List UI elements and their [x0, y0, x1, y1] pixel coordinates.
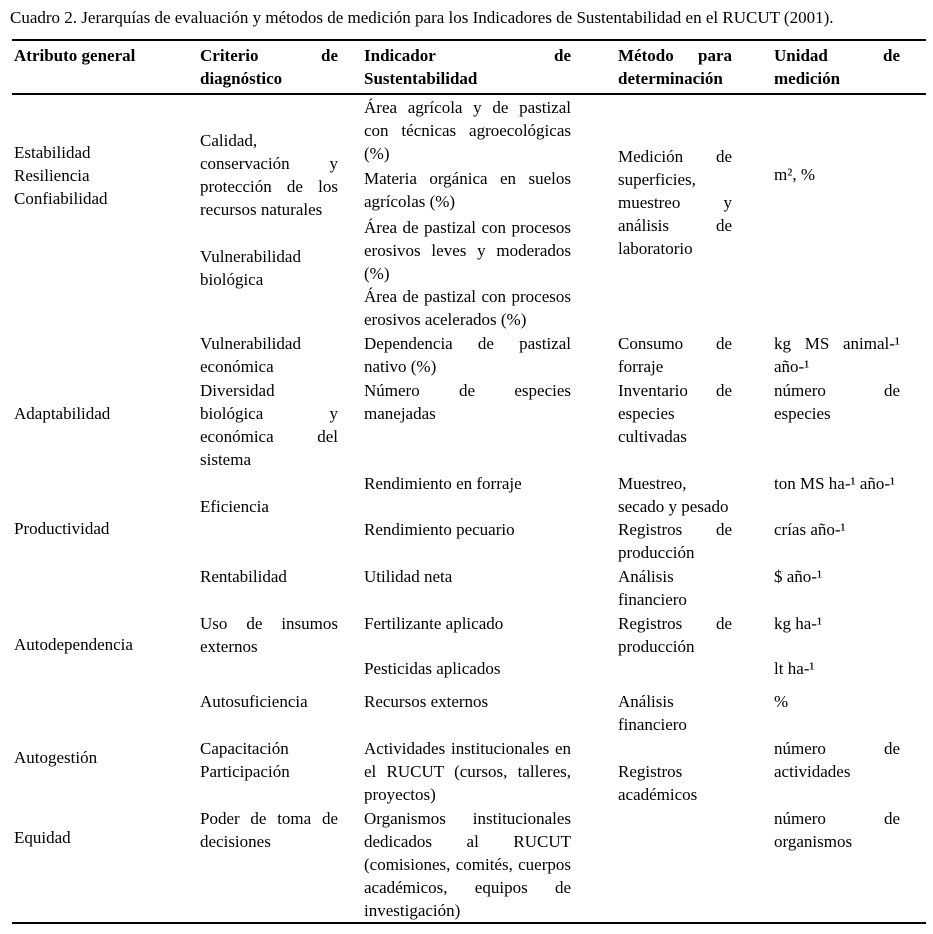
column-header-0: Atributo general	[12, 40, 198, 94]
cell-3-0	[12, 471, 198, 564]
cell-paragraph: Eficiencia	[200, 497, 269, 516]
cell-7-3	[616, 736, 772, 806]
cell-paragraph: Medición de superficies, muestreo y análisis de laboratorio	[618, 147, 732, 258]
table-row-2	[12, 378, 926, 471]
cell-paragraph: lt ha-¹	[774, 659, 815, 678]
cell-paragraph: Autosuficiencia	[200, 692, 308, 711]
table-row-3	[12, 471, 926, 564]
cell-paragraph: crías año-¹	[774, 520, 846, 539]
cell-8-1	[198, 806, 362, 923]
cell-8-2	[362, 806, 616, 923]
table-row-1	[12, 331, 926, 378]
cell-paragraph: Poder de toma de decisiones	[200, 809, 338, 851]
cell-3-3	[616, 471, 772, 564]
cell-2-4	[772, 378, 926, 471]
cell-3-4	[772, 471, 926, 564]
cell-1-0	[12, 331, 198, 378]
cell-paragraph: Calidad, conservación y protección de los recursos naturales	[200, 131, 338, 219]
cell-paragraph: Área de pastizal con procesos erosivos leves y moderados (%)	[364, 218, 571, 283]
cell-paragraph: %	[774, 692, 789, 711]
header-row	[12, 40, 926, 94]
cell-paragraph: m², %	[774, 165, 815, 184]
cell-paragraph: Rentabilidad	[200, 567, 287, 586]
cell-6-3	[616, 689, 772, 736]
cell-paragraph: Uso de insumos externos	[200, 614, 338, 656]
cell-paragraph: Registros de producción	[618, 614, 732, 656]
table-row-5	[12, 611, 926, 689]
cell-6-4	[772, 689, 926, 736]
cell-2-0	[12, 378, 198, 471]
cell-0-2	[362, 94, 616, 331]
cell-paragraph: Área de pastizal con procesos erosivos acelerados (%)	[364, 287, 571, 329]
cell-4-0	[12, 564, 198, 611]
cell-paragraph: Análisis financiero	[618, 692, 687, 734]
cell-4-4	[772, 564, 926, 611]
cell-paragraph: ton MS ha-¹ año-¹	[774, 474, 896, 493]
column-header-3: Método para determinación	[616, 40, 772, 94]
cell-paragraph: Actividades institucionales en el RUCUT (cursos, talleres, proyectos)	[364, 739, 571, 804]
cell-paragraph: Utilidad neta	[364, 567, 453, 586]
cell-paragraph: Número de especies manejadas	[364, 381, 571, 423]
cell-5-4	[772, 611, 926, 689]
cell-paragraph: Fertilizante aplicado	[364, 614, 504, 633]
cell-8-0	[12, 806, 198, 923]
cell-paragraph: Estabilidad	[14, 143, 91, 162]
cell-1-4	[772, 331, 926, 378]
cell-3-2	[362, 471, 616, 564]
cell-paragraph: Materia orgánica en suelos agrícolas (%)	[364, 169, 571, 211]
cell-4-3	[616, 564, 772, 611]
cell-paragraph: Equidad	[14, 828, 71, 847]
cell-paragraph: Autogestión	[14, 748, 98, 767]
cell-paragraph: Rendimiento en forraje	[364, 474, 522, 493]
cell-paragraph: Capacitación	[200, 739, 289, 758]
cell-4-1	[198, 564, 362, 611]
cell-paragraph: Registros académicos	[618, 762, 698, 804]
cell-3-1	[198, 471, 362, 564]
cell-paragraph: Dependencia de pastizal nativo (%)	[364, 334, 571, 376]
cell-8-3	[616, 806, 772, 923]
cell-paragraph: Consumo de forraje	[618, 334, 732, 376]
cell-6-0	[12, 689, 198, 736]
cell-2-3	[616, 378, 772, 471]
table-row-6	[12, 689, 926, 736]
cell-paragraph: Muestreo, secado y pesado	[618, 474, 729, 516]
cell-0-0	[12, 94, 198, 331]
cell-7-4	[772, 736, 926, 806]
cell-paragraph: número de organismos	[774, 809, 900, 851]
cell-6-1	[198, 689, 362, 736]
cell-5-3	[616, 611, 772, 689]
cell-7-0	[12, 736, 198, 806]
cell-paragraph: Análisis financiero	[618, 567, 687, 609]
cell-5-0	[12, 611, 198, 689]
cell-paragraph: kg ha-¹	[774, 614, 823, 633]
cell-paragraph: Diversidad biológica y económica del sistema	[200, 381, 338, 469]
cell-7-2	[362, 736, 616, 806]
cell-paragraph: Adaptabilidad	[14, 404, 111, 423]
table-row-7	[12, 736, 926, 806]
cell-paragraph: Resiliencia	[14, 166, 90, 185]
cell-paragraph: Confiabilidad	[14, 189, 108, 208]
table-head	[12, 40, 926, 94]
table-body	[12, 94, 926, 923]
table-row-8	[12, 806, 926, 923]
cell-paragraph: Área agrícola y de pastizal con técnicas agroecológicas (%)	[364, 98, 571, 163]
cell-0-1	[198, 94, 362, 331]
table-caption: Cuadro 2. Jerarquías de evaluación y métodos de medición para los Indicadores de Sustentabilidad en el RUCUT (2001).	[10, 8, 834, 27]
cell-8-4	[772, 806, 926, 923]
cell-2-2	[362, 378, 616, 471]
cell-paragraph: Productividad	[14, 519, 110, 538]
column-header-2: Indicador de Sustentabilidad	[362, 40, 616, 94]
cell-5-1	[198, 611, 362, 689]
cell-paragraph: kg MS animal-¹ año-¹	[774, 334, 900, 376]
cell-paragraph: Pesticidas aplicados	[364, 659, 501, 678]
cell-6-2	[362, 689, 616, 736]
cell-paragraph: Participación	[200, 762, 290, 781]
cell-paragraph: $ año-¹	[774, 567, 823, 586]
cell-5-2	[362, 611, 616, 689]
sustainability-indicators-table	[12, 39, 926, 924]
cell-paragraph: Rendimiento pecuario	[364, 520, 515, 539]
cell-paragraph: Registros de producción	[618, 520, 732, 562]
column-header-1: Criterio de diagnóstico	[198, 40, 362, 94]
table-row-0	[12, 94, 926, 331]
cell-paragraph: Autodependencia	[14, 635, 133, 654]
table-row-4	[12, 564, 926, 611]
cell-paragraph: número de especies	[774, 381, 900, 423]
cell-1-1	[198, 331, 362, 378]
cell-2-1	[198, 378, 362, 471]
cell-paragraph: Vulnerabilidad biológica	[200, 247, 301, 289]
cell-paragraph: Vulnerabilidad económica	[200, 334, 301, 376]
cell-paragraph: Organismos institucionales dedicados al RUCUT (comisiones, comités, cuerpos académicos, equipos de investigación)	[364, 809, 571, 920]
cell-1-2	[362, 331, 616, 378]
column-header-4: Unidad de medición	[772, 40, 926, 94]
cell-paragraph: número de actividades	[774, 739, 900, 781]
cell-paragraph: Recursos externos	[364, 692, 489, 711]
cell-0-3	[616, 94, 772, 331]
cell-0-4	[772, 94, 926, 331]
cell-paragraph: Inventario de especies cultivadas	[618, 381, 732, 446]
cell-4-2	[362, 564, 616, 611]
cell-1-3	[616, 331, 772, 378]
cell-7-1	[198, 736, 362, 806]
